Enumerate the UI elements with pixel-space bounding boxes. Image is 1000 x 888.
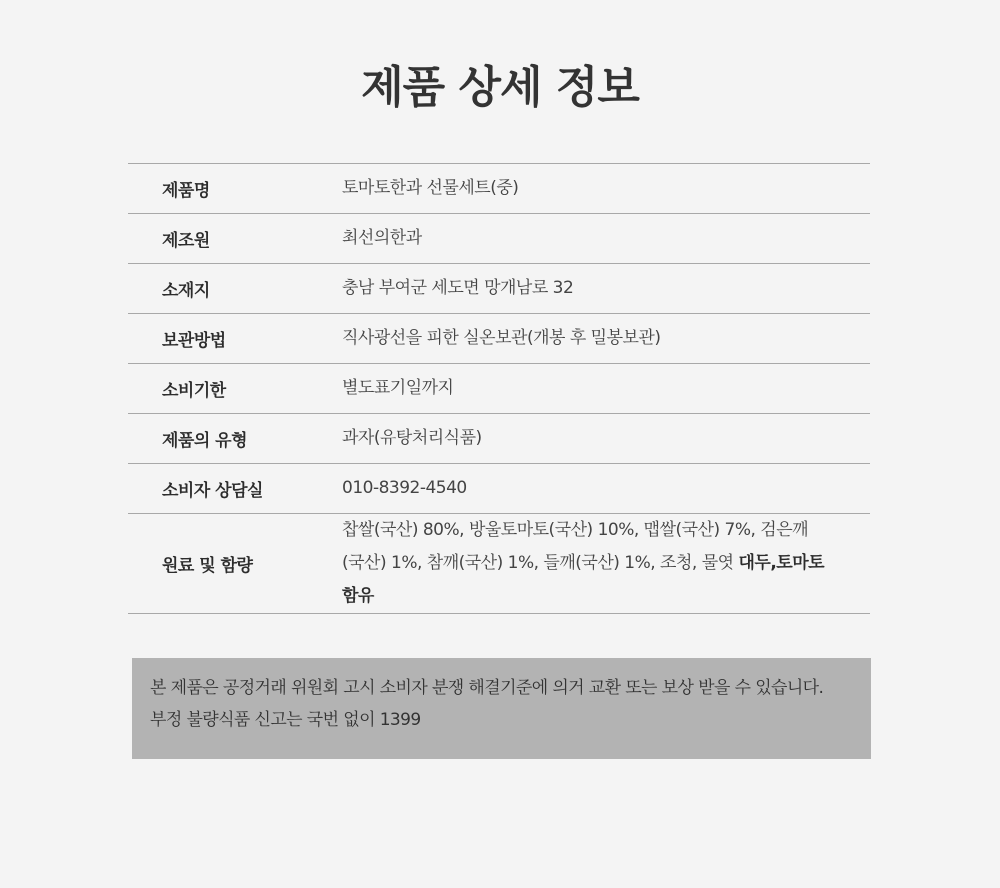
row-value (312, 514, 870, 613)
row-label: 원료 및 함량 (162, 556, 253, 576)
row-label: 보관방법 (162, 331, 226, 351)
table-row-product-type (128, 414, 870, 464)
product-info-table (128, 163, 870, 614)
table-row-storage (128, 314, 870, 364)
row-value: 과자(유탕처리식품) (342, 428, 482, 448)
row-value: 별도표기일까지 (342, 378, 454, 398)
row-value: 직사광선을 피한 실온보관(개봉 후 밀봉보관) (342, 328, 661, 348)
row-label: 제조원 (162, 231, 210, 251)
table-row-expiry (128, 364, 870, 414)
row-label: 소비기한 (162, 381, 226, 401)
row-value: 충남 부여군 세도면 망개남로 32 (342, 278, 574, 298)
row-label: 소재지 (162, 281, 210, 301)
allergen-text: 대두,토마토 함유 (342, 553, 825, 606)
row-label: 제품명 (162, 181, 210, 201)
row-label: 제품의 유형 (162, 431, 248, 451)
notice-box (132, 658, 871, 759)
table-row-manufacturer (128, 214, 870, 264)
table-row-ingredients (128, 514, 870, 614)
row-value: 토마토한과 선물세트(중) (342, 178, 519, 198)
table-row-consumer-center (128, 464, 870, 514)
ingredients-text: 찹쌀(국산) 80%, 방울토마토(국산) 10%, 맵쌀(국산) 7%, 검은깨(국산) 1%, 참깨(국산) 1%, 들깨(국산) 1%, 조청, 물엿 (342, 520, 809, 573)
row-value: 최선의한과 (342, 228, 422, 248)
page-title: 제품 상세 정보 (361, 62, 639, 113)
notice-line-exchange: 본 제품은 공정거래 위원회 고시 소비자 분쟁 해결기준에 의거 교환 또는 보상 받을 수 있습니다. (150, 678, 824, 698)
notice-line-report: 부정 불량식품 신고는 국번 없이 1399 (150, 710, 421, 730)
row-value: 010-8392-4540 (342, 478, 467, 498)
row-label: 소비자 상담실 (162, 481, 263, 501)
table-row-product-name (128, 164, 870, 214)
table-row-location (128, 264, 870, 314)
